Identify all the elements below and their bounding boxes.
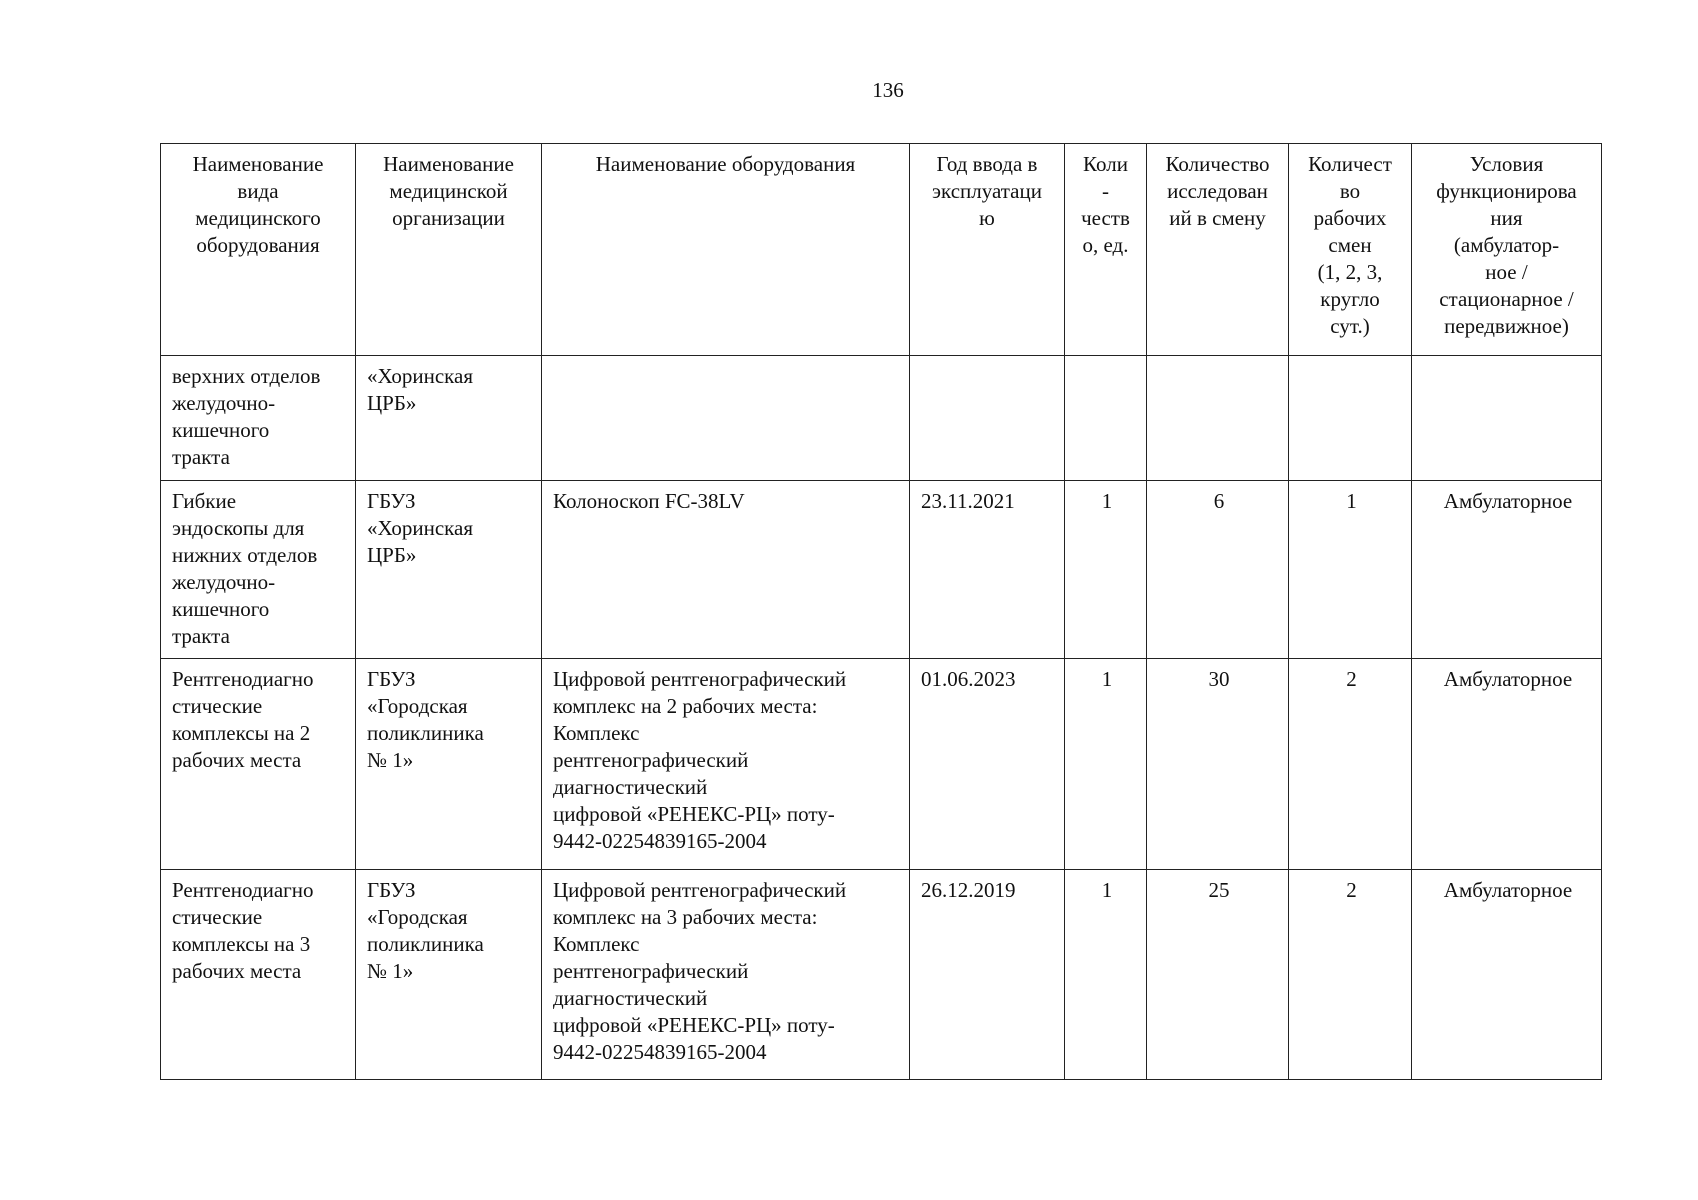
- cell-year: [910, 356, 1065, 481]
- cell-conditions: Амбулаторное: [1412, 659, 1602, 870]
- column-header-conditions: Условия функционирова ния (амбулатор- ное / стационарное / передвижное): [1412, 144, 1602, 356]
- cell-quantity: 1: [1065, 659, 1147, 870]
- column-header-studies-per-shift: Количество исследован ий в смену: [1147, 144, 1289, 356]
- table-row: [161, 659, 1602, 870]
- cell-conditions: Амбулаторное: [1412, 481, 1602, 659]
- cell-organization: «Хоринская ЦРБ»: [356, 356, 542, 481]
- cell-conditions: Амбулаторное: [1412, 870, 1602, 1080]
- cell-shifts: 2: [1289, 659, 1412, 870]
- cell-equipment-name: Колоноскоп FC-38LV: [542, 481, 910, 659]
- cell-year: 01.06.2023: [910, 659, 1065, 870]
- column-header-quantity: Коли - честв о, ед.: [1065, 144, 1147, 356]
- cell-shifts: 1: [1289, 481, 1412, 659]
- column-header-equipment-type: Наименование вида медицинского оборудования: [161, 144, 356, 356]
- cell-equipment-name: Цифровой рентгенографический комплекс на 3 рабочих места: Комплекс рентгенографический диагностический цифровой «РЕНЕКС-РЦ» поту- 9442-02254839165-2004: [542, 870, 910, 1080]
- table-row: [161, 481, 1602, 659]
- cell-conditions: [1412, 356, 1602, 481]
- table-row: [161, 870, 1602, 1080]
- cell-shifts: [1289, 356, 1412, 481]
- cell-equipment-name: [542, 356, 910, 481]
- cell-quantity: 1: [1065, 870, 1147, 1080]
- cell-shifts: 2: [1289, 870, 1412, 1080]
- equipment-table: [160, 143, 1602, 1080]
- cell-quantity: [1065, 356, 1147, 481]
- cell-equipment-type: Гибкие эндоскопы для нижних отделов желудочно- кишечного тракта: [161, 481, 356, 659]
- page-number: 136: [872, 78, 904, 102]
- cell-studies: 25: [1147, 870, 1289, 1080]
- cell-studies: 6: [1147, 481, 1289, 659]
- cell-equipment-name: Цифровой рентгенографический комплекс на 2 рабочих места: Комплекс рентгенографический диагностический цифровой «РЕНЕКС-РЦ» поту- 9442-02254839165-2004: [542, 659, 910, 870]
- table-row: [161, 356, 1602, 481]
- cell-studies: [1147, 356, 1289, 481]
- column-header-shifts: Количест во рабочих смен (1, 2, 3, кругло сут.): [1289, 144, 1412, 356]
- cell-year: 23.11.2021: [910, 481, 1065, 659]
- column-header-year: Год ввода в эксплуатаци ю: [910, 144, 1065, 356]
- cell-organization: ГБУЗ «Городская поликлиника № 1»: [356, 659, 542, 870]
- table-header-row: [161, 144, 1602, 356]
- cell-equipment-type: верхних отделов желудочно- кишечного тракта: [161, 356, 356, 481]
- cell-organization: ГБУЗ «Городская поликлиника № 1»: [356, 870, 542, 1080]
- cell-quantity: 1: [1065, 481, 1147, 659]
- cell-year: 26.12.2019: [910, 870, 1065, 1080]
- cell-equipment-type: Рентгенодиагно стические комплексы на 3 рабочих места: [161, 870, 356, 1080]
- cell-organization: ГБУЗ «Хоринская ЦРБ»: [356, 481, 542, 659]
- column-header-equipment-name: Наименование оборудования: [542, 144, 910, 356]
- cell-studies: 30: [1147, 659, 1289, 870]
- column-header-organization: Наименование медицинской организации: [356, 144, 542, 356]
- cell-equipment-type: Рентгенодиагно стические комплексы на 2 рабочих места: [161, 659, 356, 870]
